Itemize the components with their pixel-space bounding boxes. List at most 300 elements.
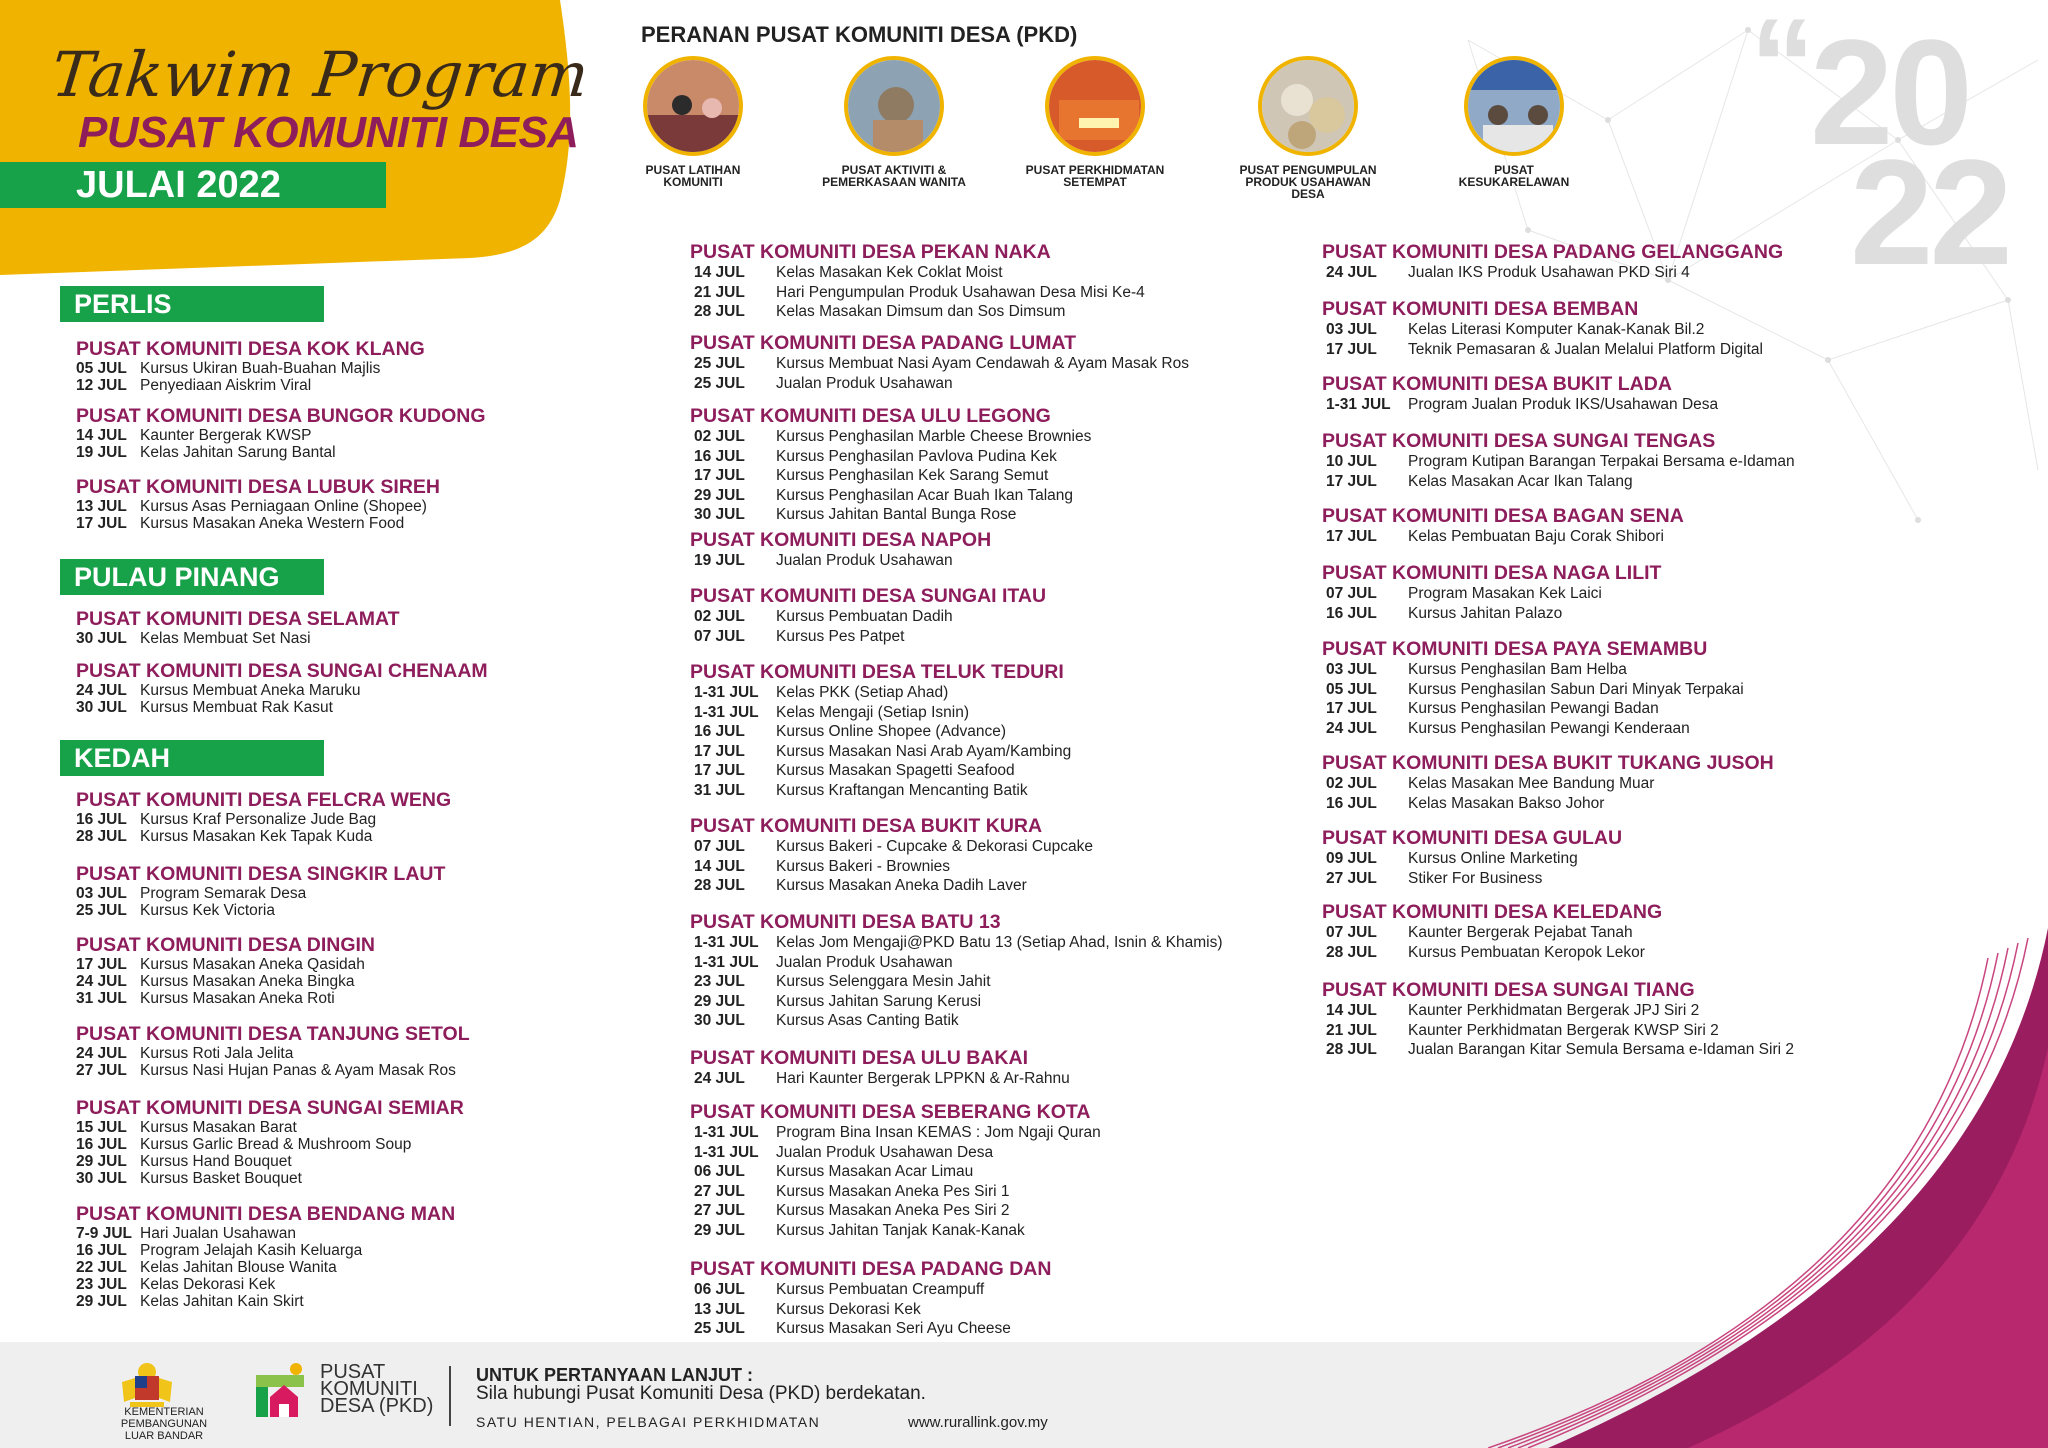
event-row [1322, 340, 1763, 360]
event-date: 7-9 JUL [76, 1225, 132, 1242]
event-row [58, 885, 445, 902]
event-row [1322, 395, 1718, 415]
event-title: Kelas Dekorasi Kek [140, 1276, 276, 1293]
centre-block [58, 660, 488, 716]
event-title: Kelas Masakan Acar Ikan Talang [1408, 472, 1633, 490]
centre-block [1322, 505, 1684, 547]
event-title: Jualan Barangan Kitar Semula Bersama e-Idaman Siri 2 [1408, 1041, 1794, 1058]
event-date: 28 JUL [694, 877, 745, 894]
decorative-swoosh [1488, 928, 2048, 1448]
enquiry-text: Sila hubungi Pusat Komuniti Desa (PKD) berdekatan. [476, 1383, 926, 1404]
centre-block [690, 1047, 1070, 1089]
event-row [58, 1259, 455, 1276]
event-row [58, 699, 488, 716]
quote-mark-icon: “ [1750, 0, 1811, 137]
event-title: Kursus Masakan Acar Limau [776, 1163, 974, 1180]
event-date: 06 JUL [694, 1281, 745, 1298]
event-date: 28 JUL [694, 303, 745, 320]
event-title: Kursus Masakan Spagetti Seafood [776, 762, 1015, 779]
centre-block [1322, 430, 1795, 491]
role-label-line: PUSAT PERKHIDMATAN [1025, 163, 1165, 177]
event-title: Kursus Kraf Personalize Jude Bag [140, 811, 377, 828]
event-date: 02 JUL [694, 428, 745, 445]
centre-block [58, 405, 486, 461]
centre-name: PUSAT KOMUNITI DESA PAYA SEMAMBU [1322, 638, 1708, 660]
centre-name: PUSAT KOMUNITI DESA NAGA LILIT [1322, 562, 1662, 584]
event-title: Kursus Penghasilan Sabun Dari Minyak Terpakai [1408, 680, 1744, 698]
event-row [690, 1123, 1101, 1143]
event-row [690, 837, 1093, 857]
centre-name: PUSAT KOMUNITI DESA SINGKIR LAUT [76, 863, 446, 885]
event-row [1322, 774, 1774, 794]
pkd-logo-text [320, 1361, 434, 1417]
event-title: Hari Jualan Usahawan [140, 1225, 296, 1242]
event-row [1322, 320, 1763, 340]
event-row [690, 263, 1145, 283]
centre-block [1322, 752, 1774, 813]
role-item [1005, 56, 1185, 188]
event-row [690, 302, 1145, 322]
event-date: 09 JUL [1326, 850, 1377, 867]
event-date: 16 JUL [76, 1136, 127, 1153]
event-row [58, 427, 486, 444]
event-date: 1-31 JUL [694, 703, 759, 721]
role-photo [1464, 56, 1564, 156]
month-label: JULAI 2022 [76, 164, 281, 206]
event-date: 28 JUL [1326, 1041, 1377, 1058]
centre-name: PUSAT KOMUNITI DESA BAGAN SENA [1322, 505, 1684, 527]
event-row [1322, 660, 1744, 680]
centre-name: PUSAT KOMUNITI DESA BEMBAN [1322, 298, 1639, 320]
event-title: Kursus Masakan Nasi Arab Ayam/Kambing [776, 742, 1072, 760]
logo-line: PUSAT [320, 1361, 386, 1383]
event-row [1322, 699, 1744, 719]
event-date: 23 JUL [694, 973, 745, 990]
event-row [58, 515, 440, 532]
event-row [690, 992, 1223, 1012]
event-title: Kursus Penghasilan Kek Sarang Semut [776, 467, 1049, 484]
event-row [58, 1225, 455, 1242]
role-label-line: PUSAT LATIHAN [645, 163, 741, 177]
event-title: Kelas Pembuatan Baju Corak Shibori [1408, 528, 1664, 545]
event-date: 1-31 JUL [694, 1143, 759, 1161]
centre-name: PUSAT KOMUNITI DESA TELUK TEDURI [690, 661, 1064, 683]
event-date: 24 JUL [694, 1070, 745, 1087]
centre-block [1322, 638, 1744, 738]
event-title: Kursus Garlic Bread & Mushroom Soup [140, 1136, 412, 1153]
role-label-line: PRODUK USAHAWAN [1245, 175, 1371, 189]
event-title: Kursus Masakan Aneka Pes Siri 1 [776, 1182, 1010, 1200]
event-title: Kaunter Bergerak KWSP [140, 427, 312, 444]
event-row [690, 953, 1223, 973]
event-row [58, 1293, 455, 1310]
event-date: 19 JUL [76, 444, 127, 461]
ministry-crest-icon [116, 1352, 178, 1412]
event-row [690, 505, 1091, 525]
event-title: Program Bina Insan KEMAS : Jom Ngaji Quran [776, 1124, 1101, 1141]
event-date: 28 JUL [1326, 943, 1377, 961]
event-row [690, 1143, 1101, 1163]
centre-block [58, 1097, 464, 1187]
event-row [1322, 263, 1783, 283]
event-row [690, 374, 1189, 394]
event-date: 1-31 JUL [694, 1124, 759, 1141]
event-title: Kursus Masakan Aneka Dadih Laver [776, 877, 1027, 894]
event-title: Kursus Membuat Nasi Ayam Cendawah & Ayam Masak Ros [776, 355, 1189, 372]
centre-block [58, 863, 445, 919]
role-label-line: PUSAT [1494, 163, 1534, 177]
event-title: Jualan Produk Usahawan [776, 552, 953, 569]
event-row [58, 377, 425, 394]
event-title: Kursus Basket Bouquet [140, 1170, 302, 1187]
event-title: Kursus Nasi Hujan Panas & Ayam Masak Ros [140, 1062, 456, 1079]
event-date: 30 JUL [76, 699, 127, 716]
event-row [690, 1300, 1051, 1320]
event-title: Kursus Bakeri - Cupcake & Dekorasi Cupcake [776, 838, 1094, 855]
centre-name: PUSAT KOMUNITI DESA SUNGAI TIANG [1322, 979, 1695, 1001]
event-date: 16 JUL [76, 1242, 127, 1259]
event-row [690, 1011, 1223, 1031]
event-row [58, 682, 488, 699]
event-date: 29 JUL [694, 486, 745, 504]
event-row [58, 990, 375, 1007]
event-title: Kursus Penghasilan Acar Buah Ikan Talang [776, 486, 1073, 504]
event-row [690, 466, 1091, 486]
event-row [690, 1182, 1101, 1202]
event-title: Kelas Jahitan Blouse Wanita [140, 1259, 337, 1276]
event-row [58, 630, 400, 647]
role-photo [1045, 56, 1145, 156]
centre-name: PUSAT KOMUNITI DESA BUNGOR KUDONG [76, 405, 486, 427]
event-date: 31 JUL [76, 990, 127, 1007]
event-title: Kursus Dekorasi Kek [776, 1300, 921, 1318]
event-row [690, 607, 1046, 627]
centre-block [690, 815, 1093, 896]
centre-block [58, 608, 400, 647]
event-date: 13 JUL [694, 1300, 745, 1318]
event-row [58, 1045, 470, 1062]
event-date: 05 JUL [1326, 680, 1377, 698]
event-title: Kursus Masakan Aneka Qasidah [140, 956, 365, 973]
region-kedah: KEDAH [60, 740, 324, 776]
event-date: 17 JUL [1326, 340, 1377, 358]
role-label-line: PEMERKASAAN WANITA [822, 175, 966, 189]
centre-name: PUSAT KOMUNITI DESA ULU BAKAI [690, 1047, 1028, 1069]
ministry-line: KEMENTERIAN [124, 1406, 204, 1418]
centre-block [690, 661, 1071, 800]
event-title: Kelas Jahitan Kain Skirt [140, 1293, 304, 1310]
event-date: 03 JUL [76, 885, 127, 902]
event-title: Program Jualan Produk IKS/Usahawan Desa [1408, 396, 1719, 413]
event-date: 17 JUL [1326, 700, 1377, 717]
event-title: Kursus Masakan Aneka Pes Siri 2 [776, 1202, 1010, 1219]
event-title: Kursus Masakan Aneka Bingka [140, 973, 355, 990]
event-title: Kelas Jom Mengaji@PKD Batu 13 (Setiap Ahad, Isnin & Khamis) [776, 934, 1223, 951]
event-row [690, 722, 1071, 742]
event-title: Kursus Pembuatan Keropok Lekor [1408, 943, 1645, 961]
centre-name: PUSAT KOMUNITI DESA SEBERANG KOTA [690, 1101, 1091, 1123]
event-title: Stiker For Business [1408, 869, 1543, 887]
event-title: Jualan Produk Usahawan Desa [776, 1143, 994, 1161]
event-row [690, 551, 991, 571]
centre-block [58, 1023, 470, 1079]
event-row [58, 1153, 464, 1170]
event-date: 17 JUL [694, 467, 745, 484]
event-title: Jualan IKS Produk Usahawan PKD Siri 4 [1408, 264, 1690, 281]
event-row [1322, 719, 1744, 739]
centre-block [1322, 373, 1718, 415]
role-photo [844, 56, 944, 156]
centre-name: PUSAT KOMUNITI DESA FELCRA WENG [76, 789, 452, 811]
event-row [690, 1319, 1051, 1339]
event-title: Kursus Membuat Aneka Maruku [140, 682, 361, 699]
event-title: Kursus Online Marketing [1408, 850, 1578, 867]
event-row [690, 761, 1071, 781]
centre-name: PUSAT KOMUNITI DESA BATU 13 [690, 911, 1001, 933]
event-title: Kursus Masakan Kek Tapak Kuda [140, 828, 373, 845]
event-title: Kursus Pembuatan Creampuff [776, 1281, 985, 1298]
event-date: 17 JUL [694, 742, 745, 760]
event-date: 24 JUL [76, 1045, 127, 1062]
logo-line: DESA (PKD) [320, 1395, 434, 1417]
event-date: 30 JUL [76, 1170, 127, 1187]
centre-name: PUSAT KOMUNITI DESA PADANG DAN [690, 1258, 1052, 1280]
centre-block [58, 476, 440, 532]
event-row [690, 1201, 1101, 1221]
centre-name: PUSAT KOMUNITI DESA GULAU [1322, 827, 1623, 849]
event-date: 27 JUL [694, 1202, 745, 1219]
event-date: 13 JUL [76, 498, 127, 515]
event-title: Kaunter Bergerak Pejabat Tanah [1408, 924, 1633, 941]
role-label-line: DESA [1291, 187, 1325, 201]
event-row [58, 444, 486, 461]
event-date: 16 JUL [1326, 794, 1377, 812]
centre-block [58, 934, 375, 1007]
centre-name: PUSAT KOMUNITI DESA KELEDANG [1322, 901, 1663, 923]
event-date: 17 JUL [76, 515, 127, 532]
event-date: 1-31 JUL [694, 953, 759, 971]
event-title: Kursus Kek Victoria [140, 902, 275, 919]
event-date: 28 JUL [76, 828, 127, 845]
event-row [1322, 849, 1622, 869]
event-date: 24 JUL [1326, 719, 1377, 737]
event-date: 24 JUL [76, 973, 127, 990]
event-title: Kursus Roti Jala Jelita [140, 1045, 294, 1062]
centre-name: PUSAT KOMUNITI DESA PEKAN NAKA [690, 241, 1051, 263]
event-row [58, 1242, 455, 1259]
centre-block [1322, 241, 1783, 283]
event-row [690, 283, 1145, 303]
role-label-line: KOMUNITI [663, 175, 723, 189]
centre-block [690, 332, 1189, 393]
centre-block [690, 911, 1223, 1031]
event-date: 17 JUL [694, 762, 745, 779]
event-row [690, 1221, 1101, 1241]
slogan: SATU HENTIAN, PELBAGAI PERKHIDMATAN [476, 1414, 821, 1430]
event-title: Kelas PKK (Setiap Ahad) [776, 684, 949, 701]
event-row [58, 1062, 470, 1079]
event-row [1322, 584, 1661, 604]
event-title: Kelas Membuat Set Nasi [140, 630, 311, 647]
event-date: 1-31 JUL [1326, 396, 1391, 413]
event-date: 12 JUL [76, 377, 127, 394]
event-date: 29 JUL [694, 992, 745, 1010]
event-row [690, 427, 1091, 447]
event-date: 16 JUL [76, 811, 127, 828]
event-title: Hari Pengumpulan Produk Usahawan Desa Misi Ke-4 [776, 283, 1145, 301]
centre-name: PUSAT KOMUNITI DESA TANJUNG SETOL [76, 1023, 470, 1045]
centre-block [690, 585, 1046, 646]
event-date: 27 JUL [694, 1182, 745, 1200]
event-row [690, 447, 1091, 467]
role-label-line: KESUKARELAWAN [1458, 175, 1570, 189]
region-pulau-pinang: PULAU PINANG [60, 559, 324, 595]
event-title: Penyediaan Aiskrim Viral [140, 377, 312, 394]
event-title: Kelas Literasi Komputer Kanak-Kanak Bil.2 [1408, 321, 1705, 338]
centre-name: PUSAT KOMUNITI DESA LUBUK SIREH [76, 476, 441, 498]
event-title: Jualan Produk Usahawan [776, 953, 953, 971]
region-perlis: PERLIS [60, 286, 324, 322]
website-link[interactable]: www.rurallink.gov.my [908, 1414, 1048, 1431]
event-row [58, 811, 451, 828]
event-row [690, 486, 1091, 506]
event-date: 03 JUL [1326, 321, 1377, 338]
centre-name: PUSAT KOMUNITI DESA BUKIT TUKANG JUSOH [1322, 752, 1774, 774]
logo-line: KOMUNITI [320, 1378, 418, 1400]
event-row [58, 1170, 464, 1187]
event-title: Kursus Penghasilan Pewangi Kenderaan [1408, 719, 1690, 737]
event-title: Kursus Pes Patpet [776, 627, 905, 645]
event-row [58, 973, 375, 990]
event-row [1322, 680, 1744, 700]
event-title: Kursus Pembuatan Dadih [776, 608, 953, 625]
event-date: 1-31 JUL [694, 934, 759, 951]
event-title: Kaunter Perkhidmatan Bergerak KWSP Siri 2 [1408, 1021, 1719, 1039]
role-item [1424, 56, 1604, 188]
event-date: 27 JUL [76, 1062, 127, 1079]
centre-block [690, 1258, 1051, 1339]
event-row [1322, 604, 1661, 624]
event-row [690, 876, 1093, 896]
centre-name: PUSAT KOMUNITI DESA SUNGAI TENGAS [1322, 430, 1716, 452]
event-date: 25 JUL [694, 355, 745, 372]
event-date: 07 JUL [1326, 585, 1377, 602]
centre-name: PUSAT KOMUNITI DESA SUNGAI SEMIAR [76, 1097, 464, 1119]
event-date: 27 JUL [1326, 869, 1377, 887]
event-date: 29 JUL [76, 1293, 127, 1310]
centre-block [1322, 298, 1763, 359]
centre-block [1322, 827, 1622, 888]
event-row [58, 828, 451, 845]
event-row [58, 1136, 464, 1153]
event-date: 30 JUL [76, 630, 127, 647]
event-row [690, 627, 1046, 647]
event-title: Kursus Kraftangan Mencanting Batik [776, 781, 1028, 799]
centre-name: PUSAT KOMUNITI DESA SELAMAT [76, 608, 400, 630]
role-item [804, 56, 984, 188]
event-date: 31 JUL [694, 781, 745, 799]
event-date: 30 JUL [694, 506, 745, 523]
event-row [58, 1276, 455, 1293]
centre-name: PUSAT KOMUNITI DESA PADANG GELANGGANG [1322, 241, 1784, 263]
event-title: Kursus Penghasilan Marble Cheese Brownies [776, 428, 1092, 445]
event-date: 23 JUL [76, 1276, 127, 1293]
event-date: 30 JUL [694, 1012, 745, 1029]
event-row [690, 781, 1071, 801]
event-row [1322, 452, 1795, 472]
event-title: Program Masakan Kek Laici [1408, 585, 1602, 602]
centre-block [690, 241, 1145, 322]
event-row [690, 1280, 1051, 1300]
event-title: Kursus Bakeri - Brownies [776, 857, 951, 875]
role-item [1218, 56, 1398, 200]
event-date: 14 JUL [694, 264, 745, 281]
role-photo [643, 56, 743, 156]
event-row [58, 1119, 464, 1136]
event-title: Teknik Pemasaran & Jualan Melalui Platform Digital [1408, 340, 1763, 358]
event-date: 14 JUL [1326, 1002, 1377, 1019]
event-title: Kursus Online Shopee (Advance) [776, 723, 1007, 740]
event-date: 24 JUL [1326, 264, 1377, 281]
event-date: 07 JUL [1326, 924, 1377, 941]
title-script: Takwim Program [48, 38, 593, 111]
event-date: 29 JUL [76, 1153, 127, 1170]
role-item [603, 56, 783, 188]
event-title: Program Jelajah Kasih Keluarga [140, 1242, 363, 1259]
event-row [1322, 869, 1622, 889]
event-title: Kursus Masakan Aneka Western Food [140, 515, 405, 532]
event-row [1322, 794, 1774, 814]
centre-name: PUSAT KOMUNITI DESA SUNGAI ITAU [690, 585, 1047, 607]
event-title: Kelas Masakan Dimsum dan Sos Dimsum [776, 303, 1066, 320]
event-row [690, 742, 1071, 762]
event-title: Kursus Masakan Seri Ayu Cheese [776, 1320, 1011, 1337]
title-main: PUSAT KOMUNITI DESA [78, 108, 579, 157]
event-date: 16 JUL [1326, 604, 1377, 622]
event-date: 25 JUL [76, 902, 127, 919]
centre-name: PUSAT KOMUNITI DESA KOK KLANG [76, 338, 425, 360]
event-date: 16 JUL [694, 447, 745, 465]
event-date: 24 JUL [76, 682, 127, 699]
centre-name: PUSAT KOMUNITI DESA BENDANG MAN [76, 1203, 456, 1225]
event-row [690, 1162, 1101, 1182]
ministry-line: PEMBANGUNAN LUAR BANDAR [120, 1418, 208, 1442]
event-row [690, 683, 1071, 703]
event-date: 29 JUL [694, 1221, 745, 1239]
event-row [690, 1069, 1070, 1089]
event-date: 02 JUL [1326, 775, 1377, 792]
event-row [1322, 472, 1795, 492]
event-title: Kelas Jahitan Sarung Bantal [140, 444, 336, 461]
event-date: 14 JUL [76, 427, 127, 444]
role-photo [1258, 56, 1358, 156]
event-title: Kelas Masakan Kek Coklat Moist [776, 264, 1003, 281]
centre-name: PUSAT KOMUNITI DESA PADANG LUMAT [690, 332, 1077, 354]
centre-name: PUSAT KOMUNITI DESA BUKIT KURA [690, 815, 1043, 837]
event-row [58, 498, 440, 515]
event-date: 14 JUL [694, 857, 745, 875]
event-date: 03 JUL [1326, 661, 1377, 678]
event-row [58, 360, 425, 377]
event-title: Kursus Jahitan Palazo [1408, 604, 1563, 622]
role-label-line: SETEMPAT [1063, 175, 1127, 189]
event-title: Kursus Membuat Rak Kasut [140, 699, 333, 716]
event-title: Kursus Masakan Aneka Roti [140, 990, 335, 1007]
event-row [690, 354, 1189, 374]
event-title: Kursus Asas Perniagaan Online (Shopee) [140, 498, 427, 515]
event-title: Hari Kaunter Bergerak LPPKN & Ar-Rahnu [776, 1070, 1070, 1087]
event-title: Kursus Penghasilan Bam Helba [1408, 661, 1627, 678]
